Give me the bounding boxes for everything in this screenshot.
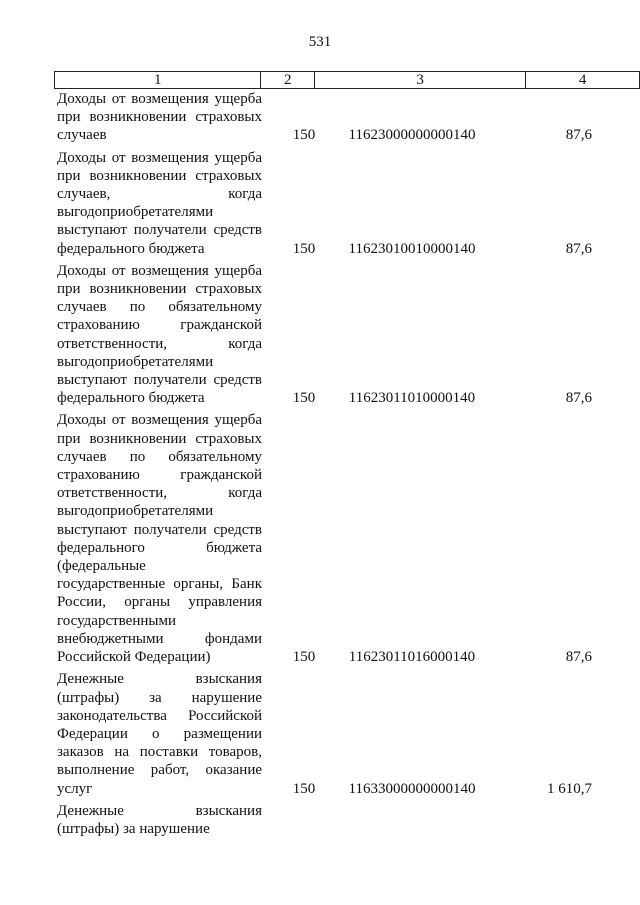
row-description-line: Доходы от возмещения ущерба xyxy=(57,149,262,166)
row-description-line: федерального бюджета xyxy=(57,539,262,556)
row-description-line: выступают получатели средств xyxy=(57,372,262,389)
row-description xyxy=(57,90,262,145)
table-row xyxy=(0,262,640,408)
row-description-line: Денежные взыскания xyxy=(57,802,262,819)
row-description-line: случаев, когда xyxy=(57,186,262,203)
row-col2-value: 150 xyxy=(292,649,316,666)
row-description-line: выступают получатели средств xyxy=(57,521,262,538)
row-description-line: государственными xyxy=(57,612,176,629)
row-description-line: при возникновении страховых xyxy=(57,109,262,126)
row-amount: 1 610,7 xyxy=(547,780,592,797)
row-description-line: выгодоприобретателями xyxy=(57,204,214,221)
row-description-line: ответственности, когда xyxy=(57,335,262,352)
row-description-line: внебюджетными фондами xyxy=(57,630,262,647)
row-description xyxy=(57,262,262,408)
table-row xyxy=(0,670,640,797)
column-header-2: 2 xyxy=(261,72,314,89)
row-amount: 87,6 xyxy=(565,390,592,407)
row-description xyxy=(57,149,262,258)
row-description-line: страхованию гражданской xyxy=(57,317,262,334)
row-description-line: страхованию гражданской xyxy=(57,467,262,484)
row-description-line: при возникновении страховых xyxy=(57,281,262,298)
row-description-line: при возникновении страховых xyxy=(57,167,262,184)
column-header-4: 4 xyxy=(526,72,640,89)
row-description-line: ответственности, когда xyxy=(57,485,262,502)
row-description-line: федерального бюджета xyxy=(57,390,205,407)
row-amount: 87,6 xyxy=(565,649,592,666)
row-description-line: случаев по обязательному xyxy=(57,448,262,465)
row-description-line: Федерации о размещении xyxy=(57,725,262,742)
row-amount: 87,6 xyxy=(565,240,592,257)
column-header-1: 1 xyxy=(55,72,261,89)
row-col2-value: 150 xyxy=(292,127,316,144)
row-description-line: выступают получатели средств xyxy=(57,222,262,239)
row-description-line: услуг xyxy=(57,780,93,797)
page-number: 531 xyxy=(308,34,332,50)
row-col2-value: 150 xyxy=(292,240,316,257)
table-body xyxy=(0,90,640,842)
column-header-row xyxy=(55,72,640,89)
table-row xyxy=(0,802,640,838)
row-description-line: выполнение работ, оказание xyxy=(57,762,262,779)
row-description-line: Российской Федерации) xyxy=(57,649,211,666)
table-row xyxy=(0,90,640,145)
row-description-line: выгодоприобретателями xyxy=(57,353,214,370)
row-description-line: (штрафы) за нарушение xyxy=(57,820,210,837)
row-budget-code: 11623011016000140 xyxy=(348,649,476,666)
row-col2-value: 150 xyxy=(292,390,316,407)
row-description-line: заказов на поставки товаров, xyxy=(57,744,262,761)
row-description-line: случаев по обязательному xyxy=(57,299,262,316)
row-description-line: (федеральные xyxy=(57,558,146,575)
column-header-table xyxy=(54,71,640,89)
row-description-line: России, органы управления xyxy=(57,594,262,611)
row-description-line: законодательства Российской xyxy=(57,707,262,724)
row-description-line: случаев xyxy=(57,127,107,144)
row-col2-value: 150 xyxy=(292,780,316,797)
row-description-line: федерального бюджета xyxy=(57,240,205,257)
row-budget-code: 11623000000000140 xyxy=(348,127,476,144)
row-amount: 87,6 xyxy=(565,127,592,144)
row-budget-code: 11623010010000140 xyxy=(348,240,476,257)
row-description-line: Доходы от возмещения ущерба xyxy=(57,412,262,429)
table-row xyxy=(0,149,640,258)
row-description-line: выгодоприобретателями xyxy=(57,503,214,520)
row-description xyxy=(57,670,262,797)
column-header-3: 3 xyxy=(314,72,525,89)
row-description xyxy=(57,411,262,666)
row-description-line: Доходы от возмещения ущерба xyxy=(57,262,262,279)
row-description-line: государственные органы, Банк xyxy=(57,576,262,593)
row-description xyxy=(57,802,262,838)
row-description-line: Денежные взыскания xyxy=(57,671,262,688)
row-budget-code: 11623011010000140 xyxy=(348,390,476,407)
table-row xyxy=(0,411,640,666)
row-description-line: при возникновении страховых xyxy=(57,430,262,447)
row-description-line: (штрафы) за нарушение xyxy=(57,689,262,706)
row-description-line: Доходы от возмещения ущерба xyxy=(57,91,262,107)
row-budget-code: 11633000000000140 xyxy=(348,780,476,797)
